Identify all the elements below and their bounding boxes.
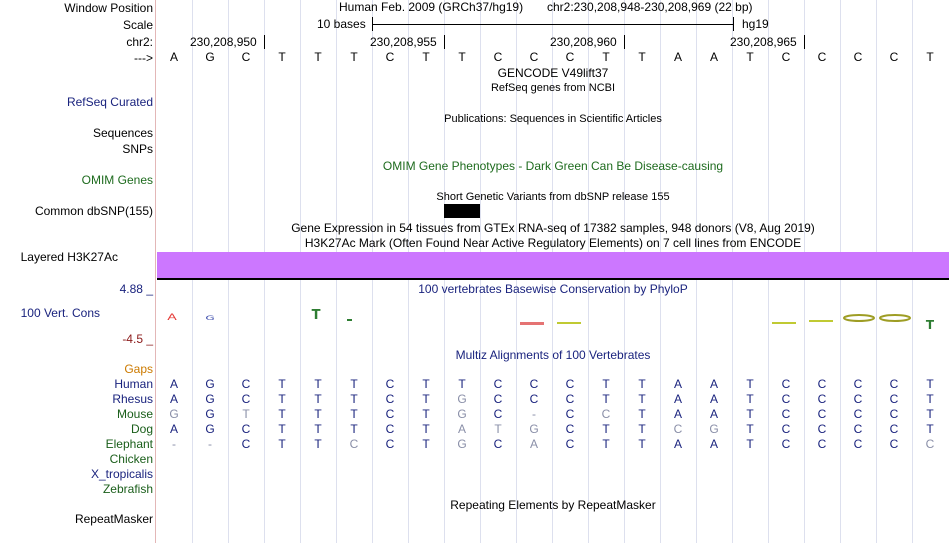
alignment-base: C (925, 437, 935, 451)
alignment-base: C (817, 422, 827, 436)
alignment-base: T (314, 407, 322, 421)
alignment-base: A (673, 407, 682, 421)
alignment-base: A (673, 377, 682, 391)
base-letter: C (817, 50, 827, 64)
h3k27-title[interactable]: H3K27Ac Mark (Often Found Near Active Regulatory Elements) on 7 cell lines from ENCODE (304, 236, 802, 250)
h3k27-signal-bar[interactable] (157, 252, 949, 278)
alignment-base: C (781, 377, 791, 391)
alignment-base: T (422, 407, 430, 421)
species-label[interactable]: Zebrafish (102, 482, 153, 496)
alignment-base: T (278, 407, 286, 421)
strand-arrow-label[interactable]: ---> (134, 51, 153, 65)
scale-text: 10 bases (317, 17, 366, 31)
alignment-base: C (853, 377, 863, 391)
alignment-base: C (853, 422, 863, 436)
window-position-label[interactable]: Window Position (64, 1, 153, 15)
alignment-base: A (709, 392, 718, 406)
phylop-glyph-a: A (167, 311, 177, 323)
alignment-base: T (926, 377, 934, 391)
base-letter: T (350, 50, 358, 64)
alignment-base: C (385, 392, 395, 406)
base-letter: C (781, 50, 791, 64)
alignment-base: T (314, 422, 322, 436)
phylop-glyph-t1: T (311, 308, 321, 323)
alignment-base: C (529, 377, 539, 391)
base-letter: G (205, 50, 215, 64)
alignment-base: T (422, 422, 430, 436)
alignment-base: C (565, 377, 575, 391)
omim-label[interactable]: OMIM Genes (81, 173, 153, 187)
alignment-base: T (926, 407, 934, 421)
alignment-base: C (781, 392, 791, 406)
species-label[interactable]: Human (114, 377, 153, 391)
h3k27-label[interactable]: Layered H3K27Ac (20, 250, 118, 264)
alignment-base: T (422, 437, 430, 451)
alignment-base: T (314, 392, 322, 406)
dbsnp-title[interactable]: Short Genetic Variants from dbSNP release 155 (436, 191, 670, 203)
base-letter: T (314, 50, 322, 64)
alignment-base: C (241, 377, 251, 391)
alignment-base: A (169, 377, 178, 391)
coord-tick-0 (264, 35, 265, 49)
multiz-title[interactable]: Multiz Alignments of 100 Vertebrates (455, 348, 651, 362)
alignment-base: C (241, 422, 251, 436)
alignment-base: C (781, 437, 791, 451)
alignment-base: - (172, 437, 176, 451)
alignment-base: A (709, 377, 718, 391)
alignment-base: A (169, 392, 178, 406)
alignment-base: C (241, 392, 251, 406)
alignment-base: G (457, 392, 467, 406)
alignment-base: G (205, 377, 215, 391)
alignment-base: C (601, 407, 611, 421)
base-letter: T (458, 50, 466, 64)
alignment-base: C (673, 422, 683, 436)
gencode-track-title[interactable]: GENCODE V49lift37 (497, 66, 609, 80)
alignment-base: C (241, 437, 251, 451)
publications-title[interactable]: Publications: Sequences in Scientific Articles (444, 113, 662, 125)
phylop-glyph-c4 (809, 320, 833, 322)
alignment-base: C (781, 422, 791, 436)
dbsnp-variant-block[interactable] (444, 204, 480, 218)
alignment-base: T (278, 392, 286, 406)
alignment-base: T (746, 437, 754, 451)
alignment-base: T (350, 377, 358, 391)
base-letter: T (602, 50, 610, 64)
base-letter: C (241, 50, 251, 64)
alignment-base: A (529, 437, 538, 451)
alignment-base: T (746, 422, 754, 436)
alignment-base: T (422, 377, 430, 391)
phylop-min-label: -4.5 _ (122, 332, 153, 346)
species-label[interactable]: Elephant (105, 437, 153, 451)
alignment-base: T (602, 392, 610, 406)
alignment-base: C (385, 407, 395, 421)
coord-tick-3 (804, 35, 805, 49)
base-letter: T (926, 50, 934, 64)
phylop-glyph-t2 (347, 319, 352, 321)
base-letter: C (565, 50, 575, 64)
alignment-base: C (565, 407, 575, 421)
alignment-base: C (493, 392, 503, 406)
alignment-base: G (205, 422, 215, 436)
alignment-base: T (746, 377, 754, 391)
alignment-base: T (602, 437, 610, 451)
base-letter: T (422, 50, 430, 64)
alignment-base: T (350, 392, 358, 406)
chrom-label[interactable]: chr2: (126, 35, 153, 49)
base-letter: C (385, 50, 395, 64)
alignment-base: T (350, 422, 358, 436)
base-letter: T (746, 50, 754, 64)
refseq-subtitle: RefSeq genes from NCBI (490, 82, 616, 94)
alignment-base: A (709, 437, 718, 451)
alignment-base: T (422, 392, 430, 406)
base-letter: T (638, 50, 646, 64)
omim-title[interactable]: OMIM Gene Phenotypes - Dark Green Can Be Disease-causing (382, 159, 724, 173)
phylop-glyph-c5 (844, 315, 874, 321)
alignment-base: G (169, 407, 179, 421)
coord-tick-1 (444, 35, 445, 49)
alignment-base: T (746, 407, 754, 421)
alignment-base: G (205, 407, 215, 421)
species-label[interactable]: Mouse (116, 407, 153, 421)
position-text: chr2:230,208,948-230,208,969 (22 bp) (547, 0, 753, 14)
alignment-base: T (638, 377, 646, 391)
base-letter: C (889, 50, 899, 64)
alignment-base: G (457, 437, 467, 451)
track-label-column (0, 0, 155, 543)
alignment-base: A (673, 437, 682, 451)
repeatmasker-label[interactable]: RepeatMasker (74, 512, 153, 526)
phylop-glyph-c1 (520, 322, 544, 325)
coord-3: 230,208,965 (730, 35, 797, 49)
alignment-base: A (709, 407, 718, 421)
alignment-base: T (242, 407, 250, 421)
alignment-base: G (205, 392, 215, 406)
alignment-base: T (494, 422, 502, 436)
phylop-title[interactable]: 100 vertebrates Basewise Conservation by PhyloP (418, 282, 688, 296)
alignment-base: G (529, 422, 539, 436)
dbsnp-label[interactable]: Common dbSNP(155) (34, 204, 153, 218)
snps-label[interactable]: SNPs (122, 142, 153, 156)
alignment-base: C (889, 407, 899, 421)
alignment-base: C (565, 422, 575, 436)
db-text: hg19 (742, 17, 769, 31)
alignment-base: C (565, 437, 575, 451)
alignment-base: - (208, 437, 212, 451)
alignment-base: C (385, 422, 395, 436)
species-label[interactable]: Dog (130, 422, 153, 436)
alignment-base: C (889, 377, 899, 391)
alignment-base: C (565, 392, 575, 406)
base-letter: C (529, 50, 539, 64)
phylop-glyph-c2 (557, 322, 581, 324)
base-letter: A (169, 50, 178, 64)
coord-tick-2 (624, 35, 625, 49)
alignment-base: C (817, 407, 827, 421)
alignment-base: C (493, 377, 503, 391)
alignment-base: T (314, 437, 322, 451)
coord-2: 230,208,960 (550, 35, 617, 49)
cons-label[interactable]: 100 Vert. Cons (20, 306, 100, 320)
phylop-glyph-g: G (205, 314, 215, 322)
alignment-base: - (532, 407, 536, 421)
scale-bar-line (372, 24, 734, 25)
coord-1: 230,208,955 (370, 35, 437, 49)
base-letter: T (278, 50, 286, 64)
base-letter: C (853, 50, 863, 64)
alignment-base: T (602, 422, 610, 436)
repeatmasker-title[interactable]: Repeating Elements by RepeatMasker (450, 498, 656, 512)
alignment-base: C (493, 407, 503, 421)
alignment-base: T (638, 422, 646, 436)
refseq-label[interactable]: RefSeq Curated (66, 95, 153, 109)
alignment-base: T (350, 407, 358, 421)
alignment-base: C (817, 392, 827, 406)
alignment-base: C (889, 422, 899, 436)
alignment-base: G (457, 407, 467, 421)
base-letter: A (673, 50, 682, 64)
sequences-label[interactable]: Sequences (92, 126, 153, 140)
species-label[interactable]: Rhesus (112, 392, 153, 406)
alignment-base: C (529, 392, 539, 406)
scale-label[interactable]: Scale (122, 18, 153, 32)
phylop-glyph-t3: T (925, 318, 935, 332)
alignment-base: T (638, 437, 646, 451)
phylop-glyph-c3 (772, 322, 796, 324)
alignment-base: T (278, 377, 286, 391)
h3k27-baseline (157, 278, 949, 280)
gtex-title[interactable]: Gene Expression in 54 tissues from GTEx RNA-seq of 17382 samples, 948 donors (V8, Aug 2019) (291, 221, 815, 235)
phylop-logo (156, 305, 950, 335)
alignment-base: T (458, 377, 466, 391)
alignment-base: C (385, 377, 395, 391)
alignment-base: T (638, 392, 646, 406)
alignment-base: T (926, 392, 934, 406)
species-label[interactable]: X_tropicalis (90, 467, 153, 481)
alignment-base: T (602, 377, 610, 391)
gaps-label[interactable]: Gaps (124, 362, 153, 376)
phylop-glyph-c6 (880, 315, 910, 321)
alignment-base: T (746, 392, 754, 406)
alignment-base: A (457, 422, 466, 436)
alignment-base: C (889, 437, 899, 451)
alignment-base: A (673, 392, 682, 406)
alignment-base: C (889, 392, 899, 406)
alignment-base: T (926, 422, 934, 436)
alignment-base: C (853, 407, 863, 421)
phylop-max-label: 4.88 _ (119, 282, 153, 296)
alignment-base: C (349, 437, 359, 451)
alignment-base: T (638, 407, 646, 421)
alignment-base: C (853, 437, 863, 451)
species-label[interactable]: Chicken (109, 452, 153, 466)
coord-0: 230,208,950 (190, 35, 257, 49)
base-letter: C (493, 50, 503, 64)
alignment-base: G (709, 422, 719, 436)
alignment-base: C (781, 407, 791, 421)
assembly-text: Human Feb. 2009 (GRCh37/hg19) (339, 0, 524, 14)
alignment-base: C (817, 377, 827, 391)
alignment-base: T (278, 437, 286, 451)
alignment-base: A (169, 422, 178, 436)
alignment-base: C (385, 437, 395, 451)
alignment-base: C (817, 437, 827, 451)
alignment-base: T (314, 377, 322, 391)
base-letter: A (709, 50, 718, 64)
alignment-base: C (493, 437, 503, 451)
scale-bar-right-tick (733, 17, 734, 31)
alignment-base: T (278, 422, 286, 436)
alignment-base: C (853, 392, 863, 406)
